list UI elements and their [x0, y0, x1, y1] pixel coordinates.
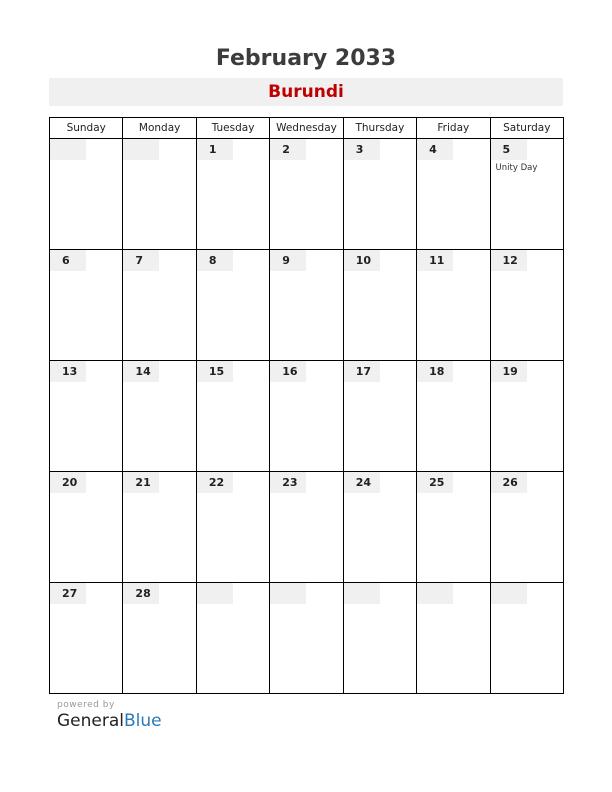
calendar-day-cell — [50, 139, 123, 250]
day-number: 20 — [50, 472, 86, 493]
day-number: 23 — [270, 472, 306, 493]
country-banner — [49, 78, 563, 106]
calendar-day-cell — [270, 361, 343, 472]
day-number: 10 — [344, 250, 380, 271]
day-number — [417, 583, 453, 604]
calendar-day-cell — [490, 583, 563, 694]
calendar-week-row — [50, 472, 564, 583]
weekday-wednesday: Wednesday — [270, 118, 343, 139]
calendar-day-cell — [343, 583, 416, 694]
day-number: 26 — [491, 472, 527, 493]
day-number: 25 — [417, 472, 453, 493]
day-number: 19 — [491, 361, 527, 382]
calendar-day-cell — [196, 361, 269, 472]
powered-by-label: powered by — [57, 700, 115, 710]
calendar-day-cell — [50, 583, 123, 694]
weekday-header-row — [50, 118, 564, 139]
calendar-week-row — [50, 250, 564, 361]
brand-general: General — [57, 711, 124, 731]
calendar-week-row — [50, 583, 564, 694]
footer-branding — [57, 700, 162, 731]
day-number: 8 — [197, 250, 233, 271]
day-number: 24 — [344, 472, 380, 493]
weekday-thursday: Thursday — [343, 118, 416, 139]
calendar-day-cell — [50, 250, 123, 361]
calendar-week-row — [50, 139, 564, 250]
calendar-week-row — [50, 361, 564, 472]
calendar-day-cell — [343, 139, 416, 250]
day-number: 15 — [197, 361, 233, 382]
day-number — [344, 583, 380, 604]
day-number: 6 — [50, 250, 86, 271]
calendar-day-cell — [123, 472, 196, 583]
day-number: 7 — [123, 250, 159, 271]
day-number: 17 — [344, 361, 380, 382]
calendar-day-cell — [490, 250, 563, 361]
day-number: 5 — [491, 139, 527, 160]
calendar-day-cell — [123, 583, 196, 694]
page-title: February 2033 — [215, 46, 397, 71]
calendar-day-cell — [417, 472, 490, 583]
day-number — [123, 139, 159, 160]
calendar-day-cell — [270, 139, 343, 250]
calendar-grid — [49, 117, 564, 694]
day-number: 22 — [197, 472, 233, 493]
day-number: 9 — [270, 250, 306, 271]
weekday-sunday: Sunday — [50, 118, 123, 139]
day-number — [491, 583, 527, 604]
calendar-day-cell — [417, 361, 490, 472]
day-number: 4 — [417, 139, 453, 160]
day-number: 28 — [123, 583, 159, 604]
calendar-day-cell — [196, 472, 269, 583]
brand-blue: Blue — [124, 711, 162, 731]
calendar-day-cell — [196, 250, 269, 361]
calendar-day-cell — [270, 583, 343, 694]
calendar-day-cell — [417, 583, 490, 694]
calendar-day-cell — [490, 361, 563, 472]
weekday-monday: Monday — [123, 118, 196, 139]
calendar-day-cell — [417, 139, 490, 250]
calendar-day-cell — [270, 472, 343, 583]
calendar-day-cell — [490, 139, 563, 250]
day-number — [270, 583, 306, 604]
day-number: 1 — [197, 139, 233, 160]
weekday-friday: Friday — [417, 118, 490, 139]
calendar-day-cell — [343, 250, 416, 361]
calendar-day-cell — [123, 139, 196, 250]
day-number — [50, 139, 86, 160]
calendar-day-cell — [270, 250, 343, 361]
day-number: 27 — [50, 583, 86, 604]
calendar-day-cell — [123, 361, 196, 472]
calendar-day-cell — [196, 139, 269, 250]
holiday-label: Unity Day — [495, 163, 538, 173]
calendar-day-cell — [490, 472, 563, 583]
day-number: 12 — [491, 250, 527, 271]
day-number: 3 — [344, 139, 380, 160]
calendar-day-cell — [123, 250, 196, 361]
calendar-day-cell — [343, 361, 416, 472]
calendar-day-cell — [50, 361, 123, 472]
day-number: 21 — [123, 472, 159, 493]
weekday-saturday: Saturday — [490, 118, 563, 139]
calendar-day-cell — [196, 583, 269, 694]
calendar-day-cell — [343, 472, 416, 583]
day-number: 2 — [270, 139, 306, 160]
country-name: Burundi — [268, 82, 344, 102]
day-number — [197, 583, 233, 604]
day-number: 13 — [50, 361, 86, 382]
generalblue-logo[interactable] — [57, 711, 162, 731]
calendar-day-cell — [50, 472, 123, 583]
calendar-day-cell — [417, 250, 490, 361]
day-number: 11 — [417, 250, 453, 271]
day-number: 16 — [270, 361, 306, 382]
weekday-tuesday: Tuesday — [196, 118, 269, 139]
day-number: 14 — [123, 361, 159, 382]
day-number: 18 — [417, 361, 453, 382]
